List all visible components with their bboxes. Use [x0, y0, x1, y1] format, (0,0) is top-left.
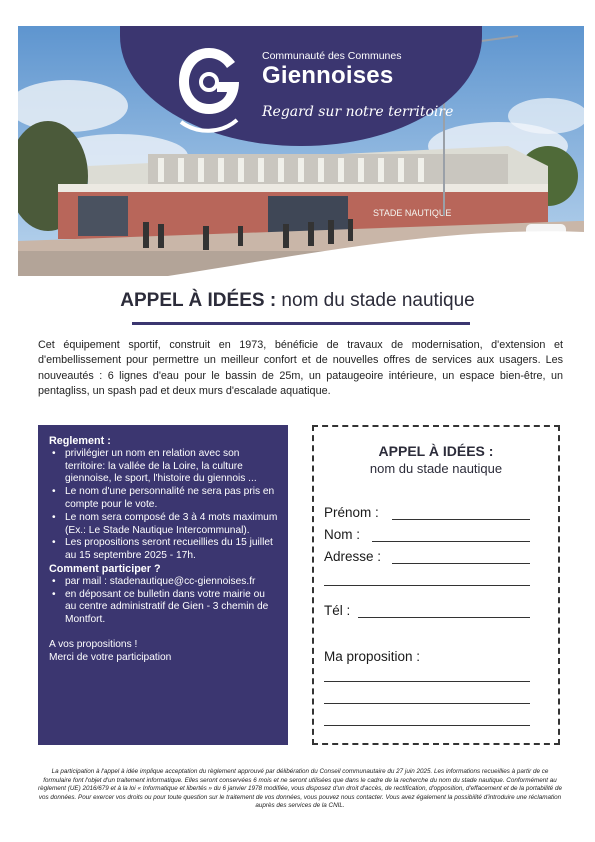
label-proposition: Ma proposition :: [324, 649, 421, 664]
entry-form: [312, 425, 560, 745]
label-tel: Tél :: [324, 603, 351, 618]
participate-list: [49, 576, 278, 627]
closing-line-2: Merci de votre participation: [49, 651, 172, 663]
page-title: [0, 290, 595, 312]
form-title: APPEL À IDÉES :: [378, 443, 494, 459]
rule-item: • Le nom d'une personnalité ne sera pas pris en compte pour le vote.: [49, 486, 278, 512]
rules-list: [49, 448, 278, 563]
participate-heading: Comment participer ?: [49, 562, 161, 575]
field-proposition-line-1[interactable]: [324, 681, 530, 682]
field-proposition-line-2[interactable]: [324, 703, 530, 704]
label-nom: Nom :: [324, 527, 361, 542]
brand-tagline: Regard sur notre territoire: [262, 104, 454, 120]
participate-item-mail[interactable]: • par mail : stadenautique@cc-giennoises.fr: [49, 576, 278, 589]
brand-name: Giennoises: [262, 62, 394, 89]
field-prenom[interactable]: [392, 519, 530, 520]
rules-panel: [38, 425, 288, 745]
closing-line-1: A vos propositions !: [49, 638, 138, 650]
field-adresse[interactable]: [392, 563, 530, 564]
brand-subtitle: Communauté des Communes: [262, 50, 402, 62]
title-divider: [132, 322, 470, 325]
title-strong: APPEL À IDÉES :: [120, 290, 277, 311]
field-adresse-line-2[interactable]: [324, 585, 530, 586]
field-nom[interactable]: [372, 541, 530, 542]
building-sign: STADE NAUTIQUE: [373, 208, 452, 218]
rules-heading: Reglement :: [49, 435, 111, 447]
giennoises-logo-icon: [177, 42, 241, 138]
participate-item-deposit: • en déposant ce bulletin dans votre mairie ou au centre administratif de Gien - 3 chemin de Montfort.: [49, 589, 278, 627]
field-proposition-line-3[interactable]: [324, 725, 530, 726]
rule-item: • Les propositions seront recueillies du 15 juillet au 15 septembre 2025 - 17h.: [49, 537, 278, 563]
field-tel[interactable]: [358, 617, 530, 618]
title-rest: nom du stade nautique: [276, 290, 475, 311]
intro-paragraph: Cet équipement sportif, construit en 1973, bénéficie de travaux de modernisation, d'extension et d'embellissement pour permettre un meilleur confort et de nouvelles offres de services aux usagers. Les nouveautés : 6 lignes d'eau pour le bassin de 25m, un pataugeoire intérieure, un espace bien-être, un pentagliss, un spash pad et deux murs d'escalade aquatique.: [38, 339, 563, 397]
rule-item: • privilégier un nom en relation avec son territoire: la vallée de la Loire, la culture giennoise, le sport, l'histoire du giennois ...: [49, 448, 278, 486]
rule-item: • Le nom sera composé de 3 à 4 mots maximum (Ex.: Le Stade Nautique Intercommunal).: [49, 512, 278, 538]
legal-footer: La participation à l'appel à idée implique acceptation du règlement approuvé par délibération du Conseil communautaire du 27 juin 2025. Les informations recueillies à partir de ce formulaire font l'objet d'un traitement informatique. Elles seront conservées 6 mois et ne seront utilisées que dans le cadre de la recherche du nom du stade nautique. Conformément au règlement (UE) 2016/679 et à la loi « Informatique et libertés » du 6 janvier 1978 modifiée, vous disposez d'un droit d'accès, de rectification, d'opposition, d'effacement et de la portabilité de vos données. Pour exercer vos droits ou pour toute question sur le traitement de vos données, vous pouvez nous contacter. Vous avez également la possibilité d'introduire une réclamation auprès des services de la CNIL.: [38, 768, 562, 810]
label-adresse: Adresse :: [324, 549, 382, 564]
form-subtitle: nom du stade nautique: [369, 461, 503, 476]
label-prenom: Prénom :: [324, 505, 379, 520]
